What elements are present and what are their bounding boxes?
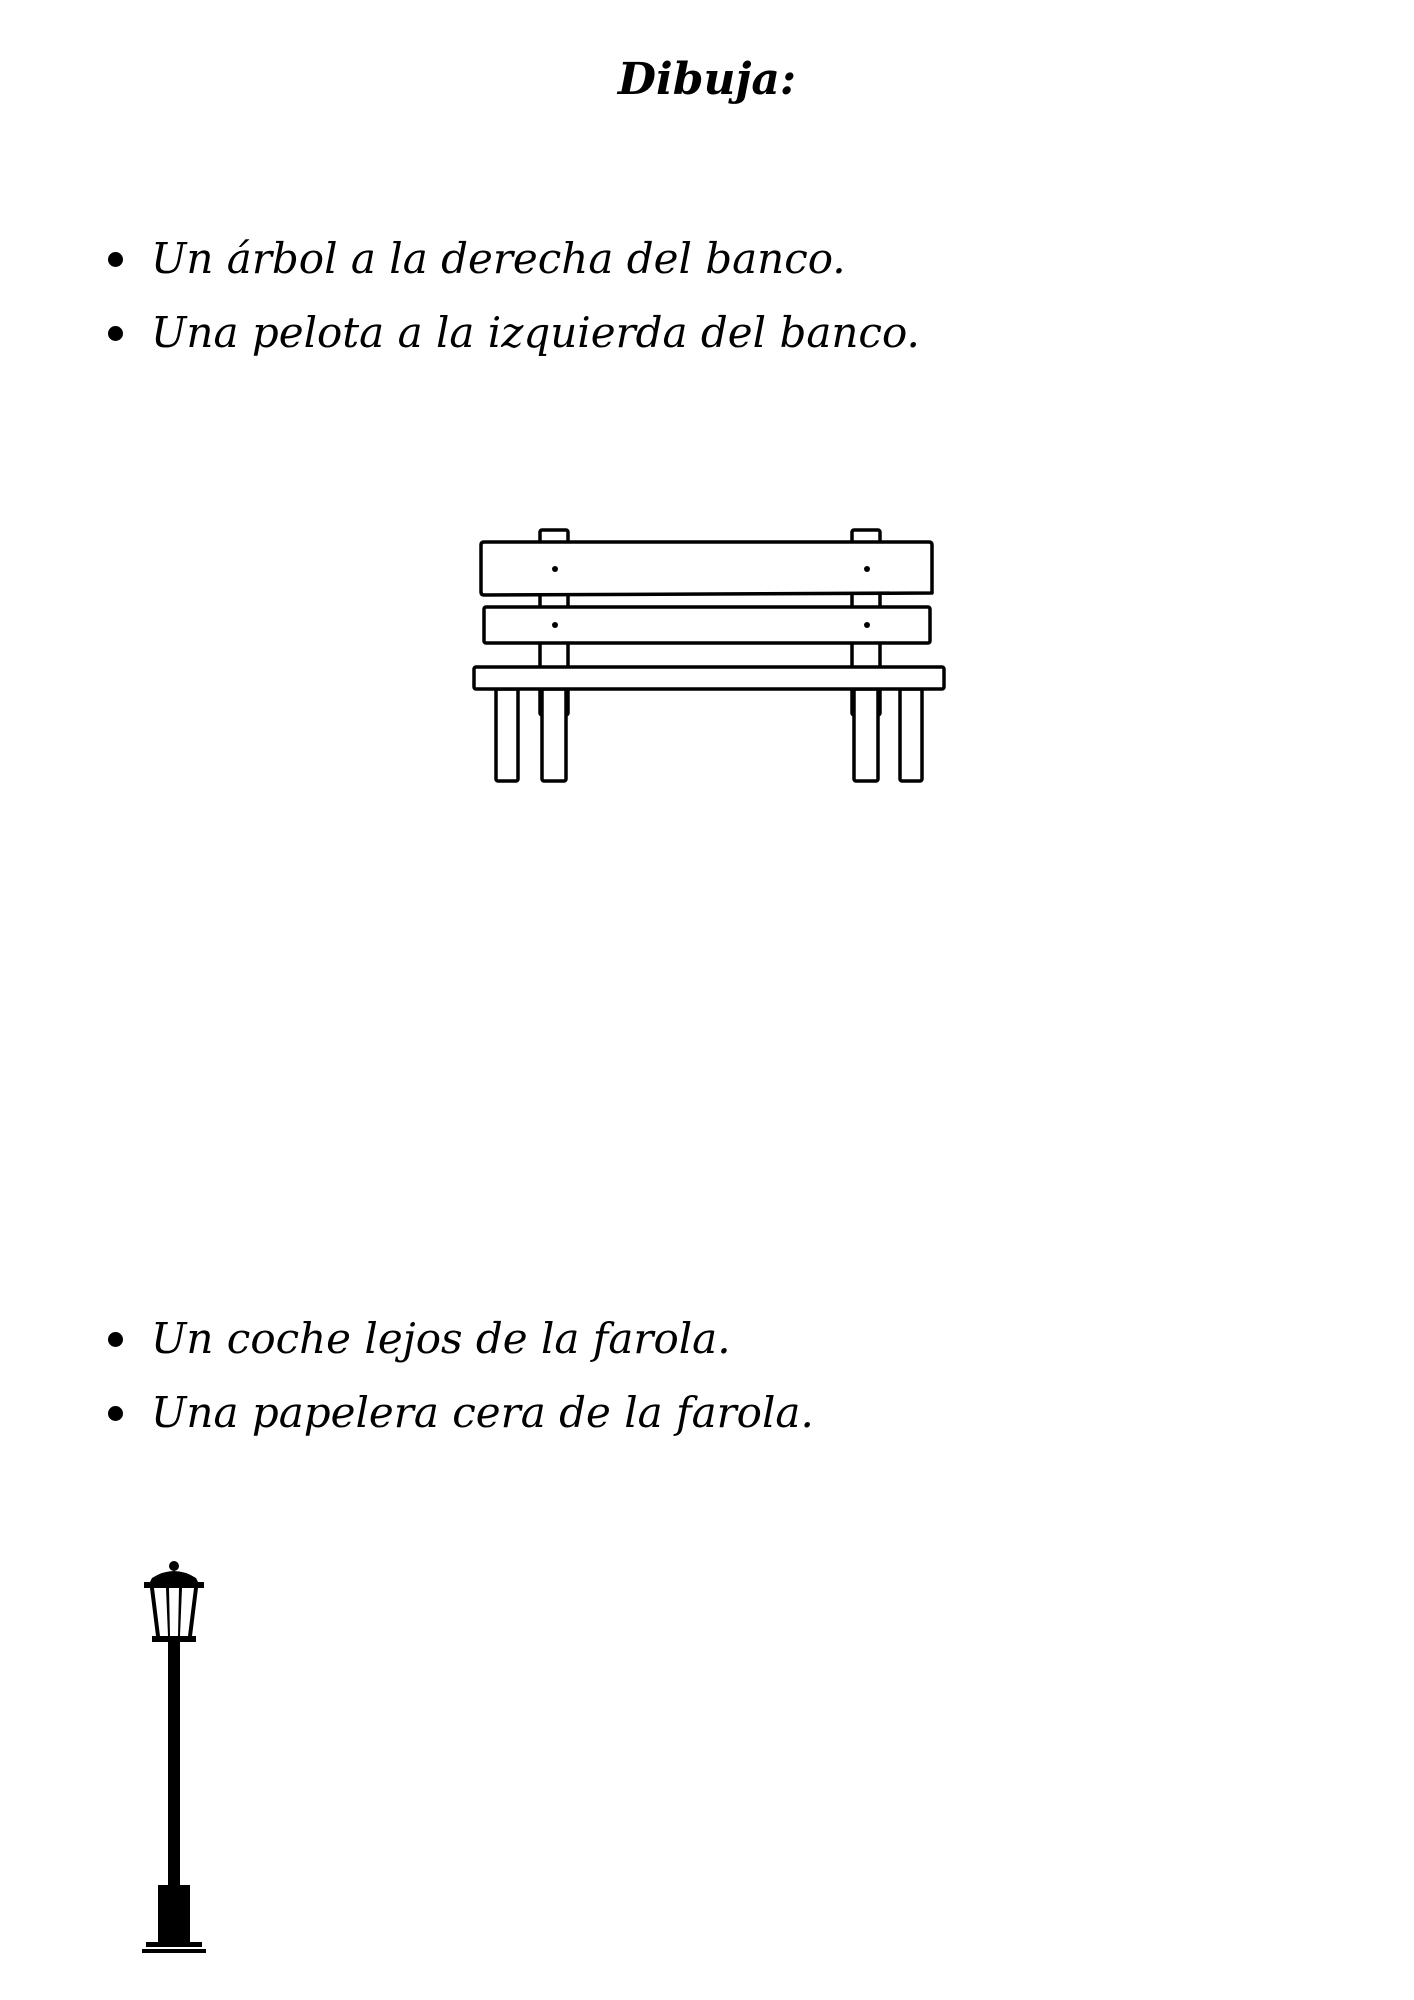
list-item bbox=[108, 222, 920, 296]
instruction-text: Una pelota a la izquierda del banco. bbox=[151, 308, 920, 357]
bullet-icon bbox=[108, 1332, 123, 1347]
bullet-icon bbox=[108, 326, 123, 341]
instruction-text: Una papelera cera de la farola. bbox=[151, 1388, 814, 1437]
instruction-list-lamp bbox=[108, 1302, 814, 1450]
bullet-icon bbox=[108, 1406, 123, 1421]
instruction-text: Un coche lejos de la farola. bbox=[151, 1314, 731, 1363]
instruction-list-bench bbox=[108, 222, 920, 370]
list-item bbox=[108, 1302, 814, 1376]
list-item bbox=[108, 1376, 814, 1450]
bullet-icon bbox=[108, 252, 123, 267]
list-item bbox=[108, 296, 920, 370]
instruction-text: Un árbol a la derecha del banco. bbox=[151, 234, 846, 283]
street-lamp-icon bbox=[138, 1560, 210, 1955]
park-bench-icon bbox=[472, 525, 950, 788]
worksheet-title: Dibuja: bbox=[617, 54, 797, 105]
